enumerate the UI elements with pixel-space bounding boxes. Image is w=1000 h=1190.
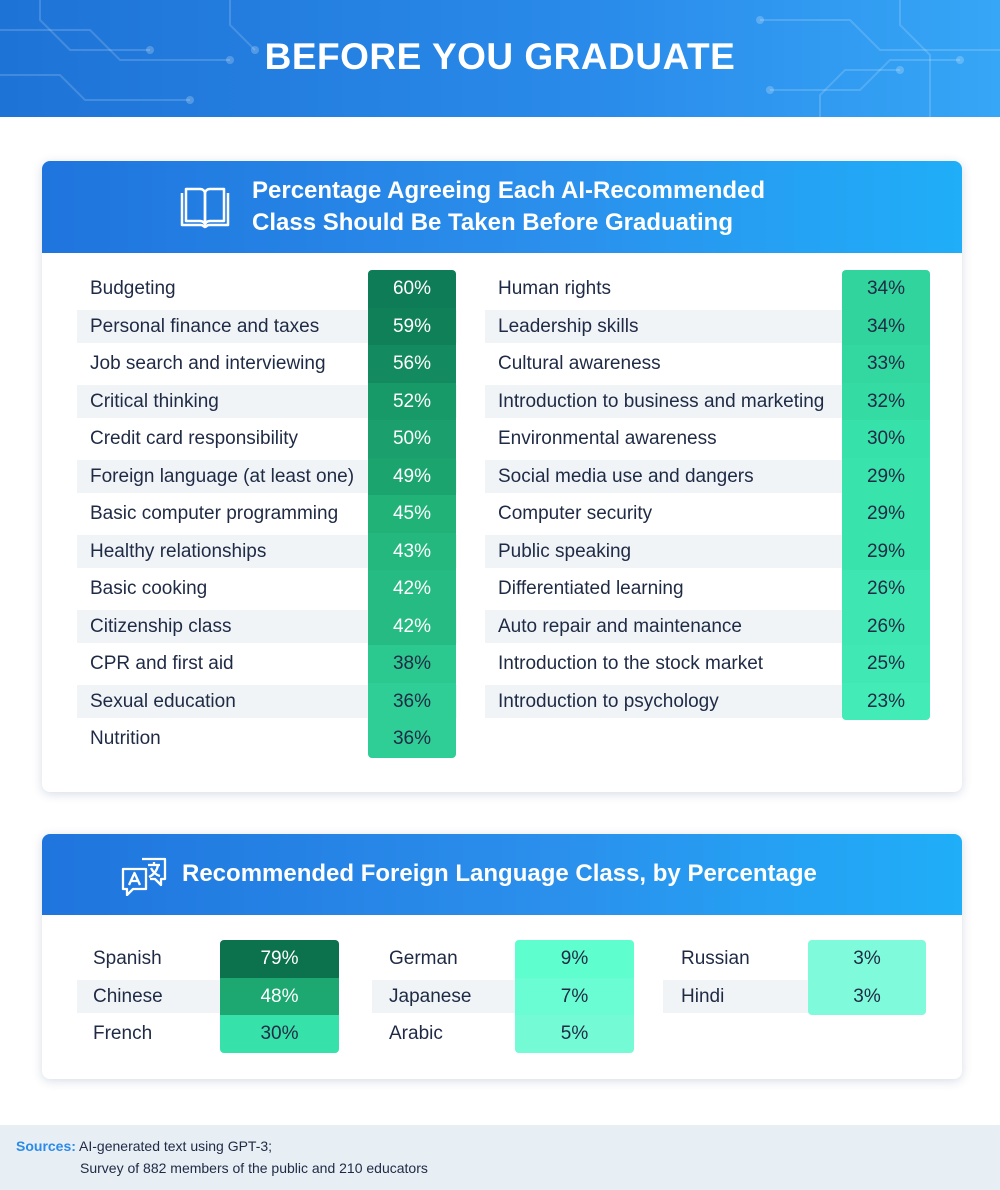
row-label: Citizenship class xyxy=(90,615,232,637)
value-cell: 60% xyxy=(368,270,456,308)
value-cell: 29% xyxy=(842,533,930,571)
value-cell: 43% xyxy=(368,533,456,571)
value-cell: 36% xyxy=(368,683,456,721)
value-cell: 9% xyxy=(515,940,634,978)
value-cell: 52% xyxy=(368,383,456,421)
sources-label: Sources: xyxy=(16,1138,76,1154)
row-label: Human rights xyxy=(498,278,611,299)
value-cell: 25% xyxy=(842,645,930,683)
value-cell: 23% xyxy=(842,683,930,721)
languages-card-title: Recommended Foreign Language Class, by Percentage xyxy=(182,860,817,887)
value-cell: 30% xyxy=(842,420,930,458)
row-label: Nutrition xyxy=(90,728,161,749)
row-label: Basic cooking xyxy=(90,578,208,599)
value-cell: 7% xyxy=(515,978,634,1016)
row-label: Differentiated learning xyxy=(498,578,684,599)
row-label: Social media use and dangers xyxy=(498,465,754,487)
row-label: Public speaking xyxy=(498,540,632,562)
page-title: BEFORE YOU GRADUATE xyxy=(264,36,736,77)
languages-card-header xyxy=(42,834,962,915)
value-cell: 3% xyxy=(808,940,926,978)
classes-card-title-line2: Class Should Be Taken Before Graduating xyxy=(252,209,733,236)
classes-card-title-line1: Percentage Agreeing Each AI-Recommended xyxy=(252,177,766,204)
row-label: Environmental awareness xyxy=(498,428,717,449)
value-cell: 5% xyxy=(515,1015,634,1053)
sources-footer xyxy=(0,1125,1000,1190)
value-cell: 79% xyxy=(220,940,339,978)
sources-text-1: AI-generated text using GPT-3; xyxy=(79,1138,273,1154)
row-label: Russian xyxy=(681,948,750,969)
row-label: Budgeting xyxy=(90,278,176,299)
value-cell: 34% xyxy=(842,270,930,308)
translate-icon xyxy=(120,856,168,896)
value-cell: 42% xyxy=(368,570,456,608)
row-label: Foreign language (at least one) xyxy=(90,465,355,487)
row-label: Auto repair and maintenance xyxy=(498,615,742,637)
open-book-icon xyxy=(178,185,232,229)
value-cell: 32% xyxy=(842,383,930,421)
row-label: Chinese xyxy=(93,985,163,1007)
row-label: Spanish xyxy=(93,948,162,969)
header-banner xyxy=(0,0,1000,117)
row-label: French xyxy=(93,1023,153,1044)
row-label: Introduction to psychology xyxy=(498,690,719,712)
value-cell: 48% xyxy=(220,978,339,1016)
row-label: Basic computer programming xyxy=(90,503,339,524)
row-label: Hindi xyxy=(681,985,725,1007)
languages-card xyxy=(42,834,962,1079)
value-cell: 42% xyxy=(368,608,456,646)
value-cell: 59% xyxy=(368,308,456,346)
value-cell: 29% xyxy=(842,495,930,533)
row-label: Credit card responsibility xyxy=(90,428,299,449)
row-label: Sexual education xyxy=(90,690,236,712)
sources-line-2: Survey of 882 members of the public and 210 educators xyxy=(80,1160,428,1176)
classes-card xyxy=(42,161,962,792)
row-label: Leadership skills xyxy=(498,315,639,337)
sources-line-1 xyxy=(16,1138,272,1154)
row-label: Introduction to the stock market xyxy=(498,653,764,674)
value-cell: 50% xyxy=(368,420,456,458)
row-label: Computer security xyxy=(498,503,653,524)
row-label: Cultural awareness xyxy=(498,353,661,374)
row-label: Healthy relationships xyxy=(90,540,267,562)
classes-card-header xyxy=(42,161,962,253)
row-label: Personal finance and taxes xyxy=(90,315,320,337)
row-label: Japanese xyxy=(389,985,472,1007)
value-cell: 34% xyxy=(842,308,930,346)
value-cell: 45% xyxy=(368,495,456,533)
row-label: Critical thinking xyxy=(90,390,219,412)
value-cell: 26% xyxy=(842,570,930,608)
value-cell: 36% xyxy=(368,720,456,758)
value-cell: 49% xyxy=(368,458,456,496)
row-label: Job search and interviewing xyxy=(90,353,326,374)
value-cell: 30% xyxy=(220,1015,339,1053)
row-label: CPR and first aid xyxy=(90,653,234,674)
row-label: Arabic xyxy=(389,1023,443,1044)
value-cell: 29% xyxy=(842,458,930,496)
value-cell: 3% xyxy=(808,978,926,1016)
value-cell: 26% xyxy=(842,608,930,646)
row-label: German xyxy=(389,948,458,969)
value-cell: 56% xyxy=(368,345,456,383)
row-label: Introduction to business and marketing xyxy=(498,390,825,412)
value-cell: 38% xyxy=(368,645,456,683)
value-cell: 33% xyxy=(842,345,930,383)
